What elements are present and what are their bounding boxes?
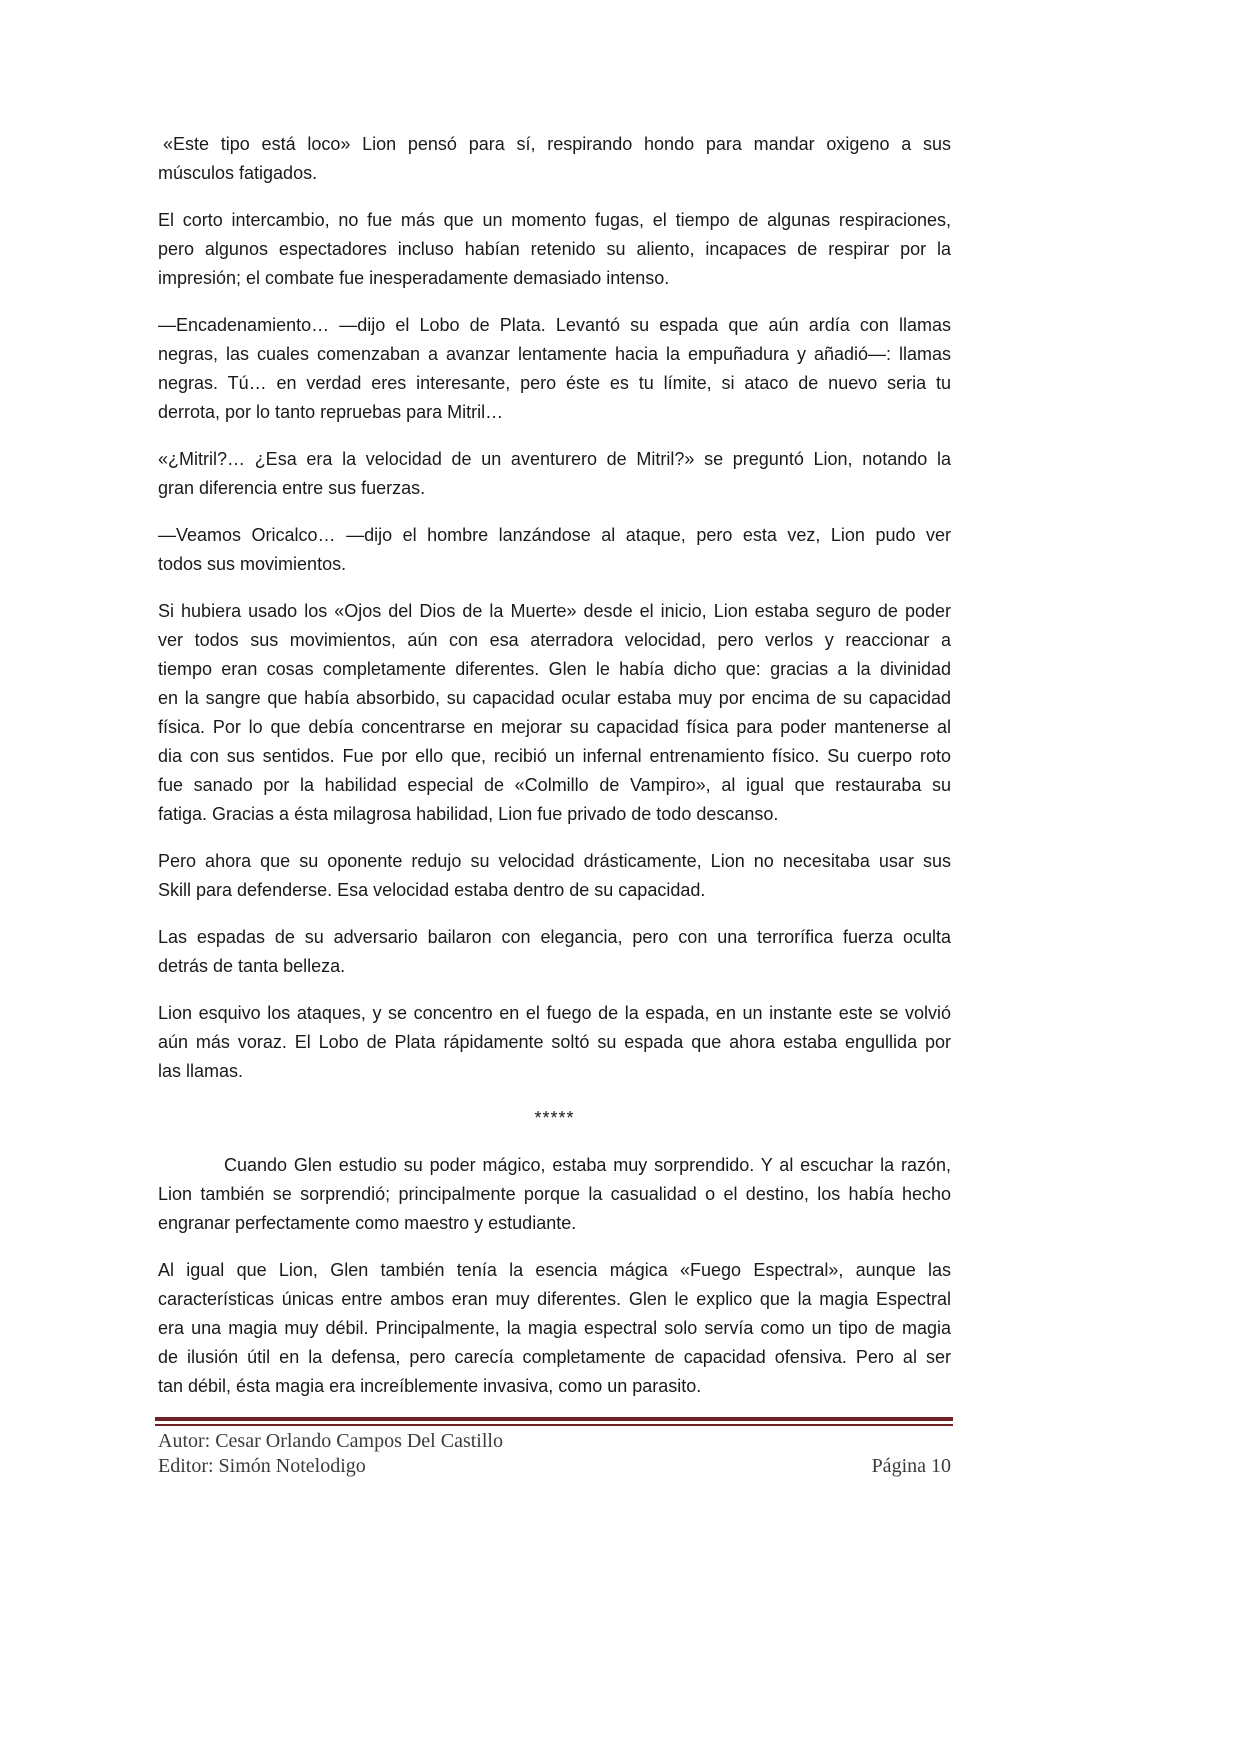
text-line: dia con sus sentidos. Fue por ello que, recibió un infernal entrenamiento físico. Su cuerpo roto [158, 746, 951, 766]
text-line: de ilusión útil en la defensa, pero carecía completamente de capacidad ofensiva. Pero al ser [158, 1347, 951, 1367]
text-line: —Veamos Oricalco… —dijo el hombre lanzándose al ataque, pero esta vez, Lion pudo ver [158, 525, 951, 545]
text-line: derrota, por lo tanto repruebas para Mitril… [158, 402, 504, 422]
author-line: Autor: Cesar Orlando Campos Del Castillo [158, 1430, 503, 1452]
footer-row [158, 1454, 951, 1479]
text-line: fatiga. Gracias a ésta milagrosa habilidad, Lion fue privado de todo descanso. [158, 804, 779, 824]
text-line: «¿Mitril?… ¿Esa era la velocidad de un aventurero de Mitril?» se preguntó Lion, notando la [158, 449, 951, 469]
text-line: negras, las cuales comenzaban a avanzar lentamente hacia la empuñadura y añadió—: llamas [158, 344, 951, 364]
text-line: Al igual que Lion, Glen también tenía la esencia mágica «Fuego Espectral», aunque las [158, 1260, 951, 1280]
footer [158, 1429, 951, 1479]
text-line: física. Por lo que debía concentrarse en mejorar su capacidad física para poder mantenerse al [158, 717, 951, 737]
text-line: Si hubiera usado los «Ojos del Dios de la Muerte» desde el inicio, Lion estaba seguro de poder [158, 601, 951, 621]
paragraph [158, 521, 951, 579]
text-line: detrás de tanta belleza. [158, 956, 346, 976]
text-line: negras. Tú… en verdad eres interesante, pero éste es tu límite, si ataco de nuevo seria tu [158, 373, 951, 393]
text-line: Lion esquivo los ataques, y se concentro en el fuego de la espada, en un instante este se volvió [158, 1003, 951, 1023]
page-number: Página 10 [871, 1455, 951, 1477]
text-line: Pero ahora que su oponente redujo su velocidad drásticamente, Lion no necesitaba usar sus [158, 851, 951, 871]
text-line: pero algunos espectadores incluso habían retenido su aliento, incapaces de respirar por la [158, 239, 951, 259]
paragraph [158, 311, 951, 427]
paragraph [158, 206, 951, 293]
footer-rule [155, 1417, 953, 1421]
text-line: —Encadenamiento… —dijo el Lobo de Plata. Levantó su espada que aún ardía con llamas [158, 315, 951, 335]
text-line: Cuando Glen estudio su poder mágico, estaba muy sorprendido. Y al escuchar la razón, [224, 1155, 951, 1175]
body-text [158, 130, 951, 1419]
text-line: engranar perfectamente como maestro y estudiante. [158, 1213, 577, 1233]
paragraph [158, 847, 951, 905]
text-line: Las espadas de su adversario bailaron con elegancia, pero con una terrorífica fuerza oculta [158, 927, 951, 947]
footer-rule-thin [155, 1424, 953, 1426]
text-line: Skill para defenderse. Esa velocidad estaba dentro de su capacidad. [158, 880, 706, 900]
text-line: tiempo eran cosas completamente diferentes. Glen le había dicho que: gracias a la divinidad [158, 659, 951, 679]
text-line: ver todos sus movimientos, aún con esa aterradora velocidad, pero verlos y reaccionar a [158, 630, 951, 650]
editor-line: Editor: Simón Notelodigo [158, 1455, 366, 1477]
text-line: impresión; el combate fue inesperadamente demasiado intenso. [158, 268, 670, 288]
text-line: todos sus movimientos. [158, 554, 347, 574]
text-line: fue sanado por la habilidad especial de «Colmillo de Vampiro», al igual que restauraba su [158, 775, 951, 795]
section-separator: ***** [534, 1108, 575, 1128]
paragraph [158, 130, 951, 188]
text-line: en la sangre que había absorbido, su capacidad ocular estaba muy por encima de su capacidad [158, 688, 951, 708]
text-line: gran diferencia entre sus fuerzas. [158, 478, 426, 498]
text-line: músculos fatigados. [158, 163, 318, 183]
text-line: Lion también se sorprendió; principalmente porque la casualidad o el destino, los había hecho [158, 1184, 951, 1204]
paragraph [158, 445, 951, 503]
text-line: «Este tipo está loco» Lion pensó para sí, respirando hondo para mandar oxigeno a sus [163, 134, 951, 154]
paragraph [158, 923, 951, 981]
text-line: aún más voraz. El Lobo de Plata rápidamente soltó su espada que ahora estaba engullida por [158, 1032, 951, 1052]
paragraph [158, 999, 951, 1086]
paragraph [158, 1151, 951, 1238]
text-line: El corto intercambio, no fue más que un momento fugas, el tiempo de algunas respiraciones, [158, 210, 951, 230]
paragraph [158, 1256, 951, 1401]
text-line: era una magia muy débil. Principalmente, la magia espectral solo servía como un tipo de magia [158, 1318, 951, 1338]
text-line: las llamas. [158, 1061, 244, 1081]
paragraph [158, 597, 951, 829]
text-line: tan débil, ésta magia era increíblemente invasiva, como un parasito. [158, 1376, 702, 1396]
text-line: características únicas entre ambos eran muy diferentes. Glen le explico que la magia Espectral [158, 1289, 951, 1309]
